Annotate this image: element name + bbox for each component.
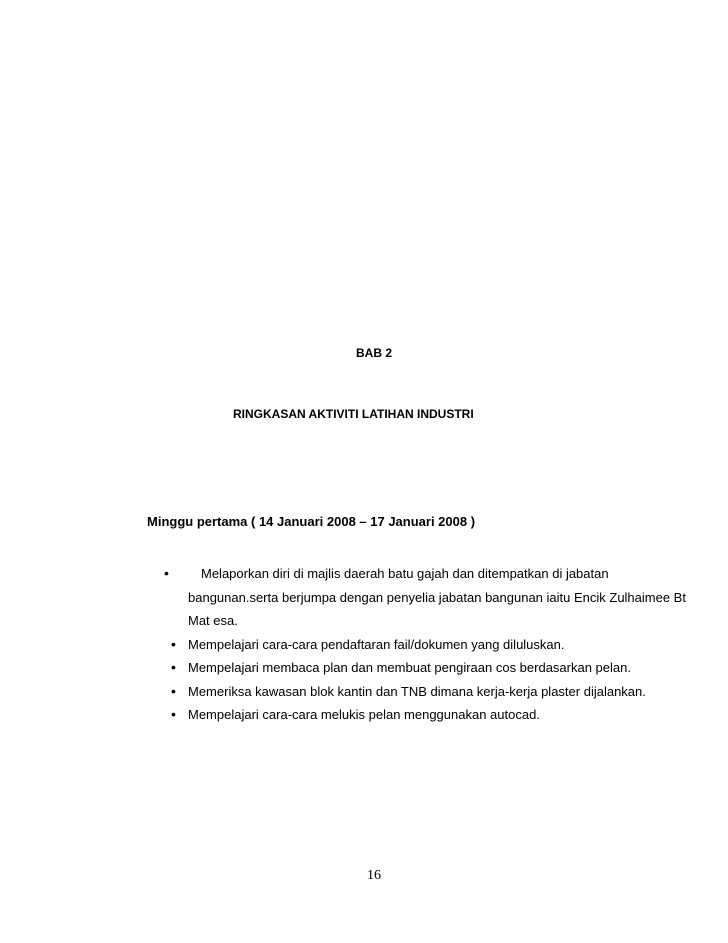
- page-number: 16: [367, 868, 381, 883]
- list-item: [0, 703, 728, 727]
- list-item: [0, 680, 728, 704]
- activity-text: Mempelajari cara-cara pendaftaran fail/dokumen yang diluluskan.: [188, 636, 565, 652]
- bullet-icon: •: [171, 706, 176, 722]
- bullet-icon: •: [171, 682, 176, 699]
- activity-text: Mempelajari cara-cara melukis pelan menggunakan autocad.: [188, 707, 540, 722]
- activity-text: Melaporkan diri di majlis daerah batu gajah dan ditempatkan di jabatan bangunan.serta berjumpa dengan penyelia jabatan bangunan iaitu Encik Zulhaimee Bt Mat esa.: [188, 566, 686, 628]
- list-item: [0, 633, 728, 657]
- bullet-icon: •: [164, 565, 169, 581]
- list-item: [0, 656, 728, 680]
- activity-text: Memeriksa kawasan blok kantin dan TNB dimana kerja-kerja plaster dijalankan.: [188, 683, 646, 699]
- bullet-icon: •: [171, 635, 176, 652]
- chapter-label: BAB 2: [356, 346, 393, 360]
- activity-text: Mempelajari membaca plan dan membuat pengiraan cos berdasarkan pelan.: [188, 660, 631, 675]
- bullet-icon: •: [171, 659, 176, 675]
- page-title: RINGKASAN AKTIVITI LATIHAN INDUSTRI: [233, 407, 474, 421]
- week-heading: Minggu pertama ( 14 Januari 2008 – 17 Januari 2008 ): [147, 514, 476, 529]
- activity-list: [0, 562, 728, 727]
- list-item: [0, 562, 728, 633]
